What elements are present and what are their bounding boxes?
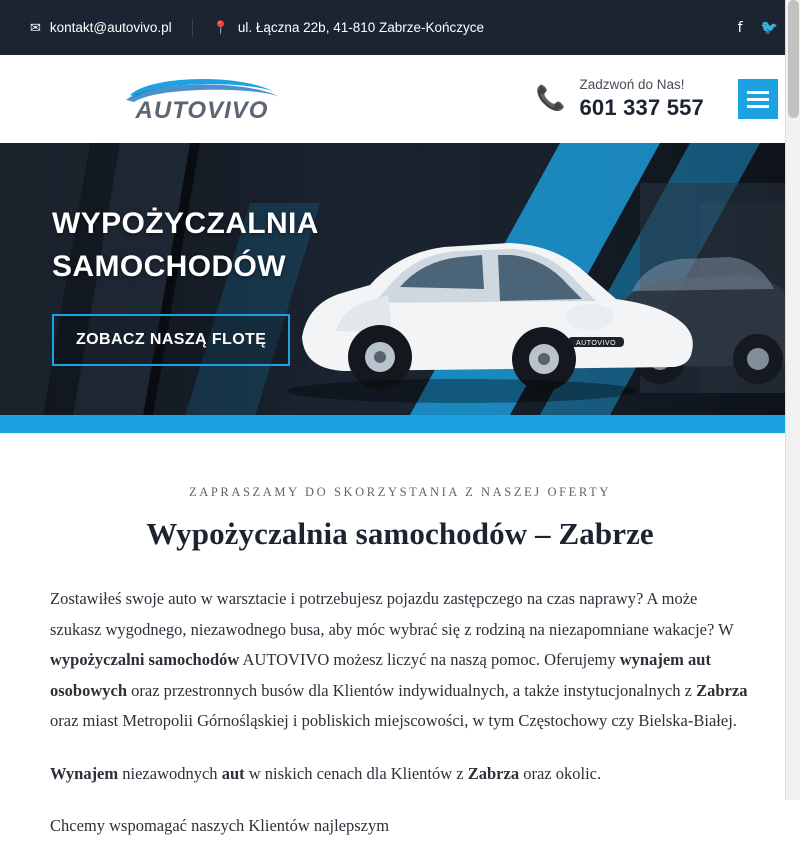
hero-content [52, 203, 319, 366]
logo[interactable] [116, 73, 291, 125]
car-image [272, 181, 792, 411]
p2-text-c: oraz okolic. [519, 763, 602, 783]
page-scrollbar[interactable] [785, 0, 800, 800]
page-title: Wypożyczalnia samochodów – Zabrze [146, 516, 654, 551]
svg-text:AUTOVIVO: AUTOVIVO [135, 97, 269, 124]
hero-cta-button[interactable]: ZOBACZ NASZĄ FLOTĘ [52, 314, 290, 366]
twitter-icon[interactable]: 🐦 [760, 19, 778, 36]
p2-text-b: w niskich cenach dla Klientów z [244, 763, 468, 783]
hero-accent-strip [0, 415, 800, 433]
p2-bold-3: Zabrza [467, 763, 520, 783]
menu-button[interactable] [738, 79, 778, 119]
call-label: Zadzwoń do Nas! [579, 77, 685, 93]
p3-text-a: Chcemy wspomagać naszych Klientów najlepszym [50, 816, 390, 836]
scrollbar-thumb[interactable] [788, 0, 799, 118]
top-bar [0, 0, 800, 55]
social-links [738, 20, 778, 36]
envelope-icon: ✉ [30, 20, 41, 35]
p1-text-b: AUTOVIVO możesz liczyć na naszą pomoc. Oferujemy [239, 650, 620, 670]
section-eyebrow: ZAPRASZAMY DO SKORZYSTANIA Z NASZEJ OFERTY [189, 485, 611, 499]
p1-bold-3: Zabrza [696, 680, 748, 700]
site-header [0, 55, 800, 143]
paragraph-1 [50, 584, 750, 737]
facebook-icon[interactable]: f [737, 19, 743, 36]
paragraph-3 [50, 811, 750, 842]
logo-graphic [116, 73, 291, 125]
intro-copy [50, 584, 750, 842]
divider [192, 19, 193, 37]
p2-bold-2: aut [221, 763, 245, 783]
hero-title-line2: SAMOCHODÓW [52, 249, 286, 283]
burger-line [747, 105, 769, 108]
address-text: ul. Łączna 22b, 41-810 Zabrze-Kończyce [237, 20, 485, 35]
hero-banner [0, 143, 800, 433]
p1-bold-1: wypożyczalni samochodów [50, 650, 240, 670]
email-text: kontakt@autovivo.pl [49, 20, 172, 35]
p2-bold-1: Wynajem [50, 763, 119, 783]
email-contact[interactable] [30, 20, 172, 35]
paragraph-2 [50, 759, 750, 790]
p1-text-a: Zostawiłeś swoje auto w warsztacie i potrzebujesz pojazdu zastępczego na czas naprawy? A może szukasz wygodnego, niezawodnego busa, aby móc wybrać się z rodziną na niezapomniane wakacje? W [50, 589, 734, 639]
hero-title-line1: WYPOŻYCZALNIA [52, 207, 319, 240]
hero-title [52, 203, 319, 288]
car-badge-text: AUTOVIVO [575, 340, 617, 347]
phone-icon: 📞 [535, 84, 566, 112]
p1-bold-2: wynajem aut osobowych [50, 650, 711, 700]
phone-block[interactable] [536, 76, 704, 121]
burger-line [747, 98, 769, 101]
main-content [0, 433, 800, 842]
p1-text-c: oraz przestronnych busów dla Klientów indywidualnych, a także instytucjonalnych z [127, 680, 697, 700]
address-contact[interactable] [213, 20, 484, 35]
phone-number[interactable]: 601 337 557 [579, 95, 704, 121]
p2-text-a: niezawodnych [118, 763, 222, 783]
p1-text-d: oraz miast Metropolii Górnośląskiej i pobliskich miejscowości, w tym Częstochowy czy Bielska-Białej. [50, 711, 737, 731]
burger-line [747, 91, 769, 94]
map-pin-icon: 📍 [212, 20, 229, 35]
